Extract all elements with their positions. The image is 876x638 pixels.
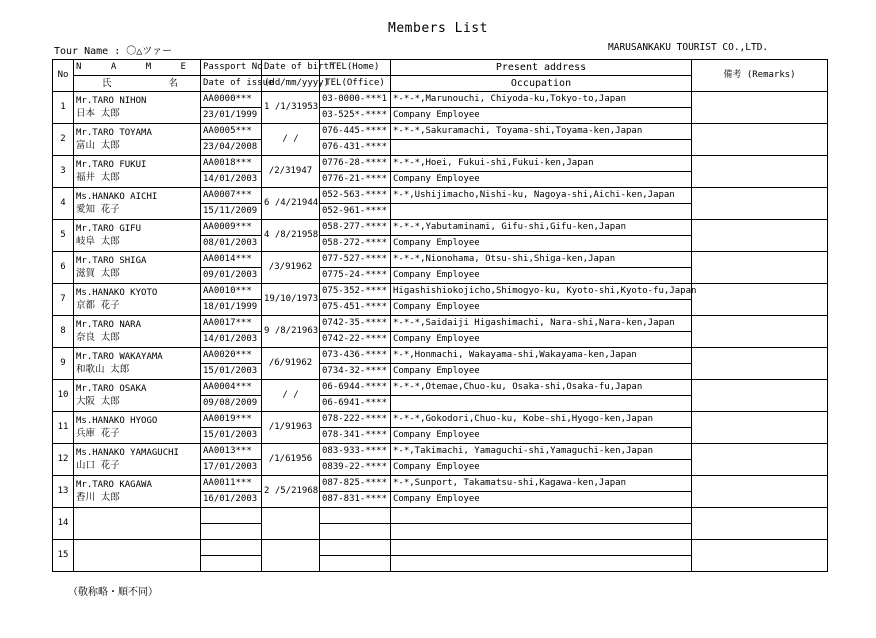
members-table	[52, 59, 828, 572]
member-address: *-*,Honmachi, Wakayama-shi,Wakayama-ken,Japan	[391, 348, 692, 364]
member-row	[53, 444, 828, 460]
member-no: 14	[53, 508, 74, 540]
member-remarks	[692, 540, 828, 572]
member-remarks	[692, 444, 828, 476]
member-tel-home: 077-527-****	[320, 252, 391, 268]
member-occupation	[391, 140, 692, 156]
company-name: MARUSANKAKU TOURIST CO.,LTD.	[608, 42, 769, 53]
member-remarks	[692, 220, 828, 252]
member-occupation: Company Employee	[391, 428, 692, 444]
member-tel-home: 0776-28-****	[320, 156, 391, 172]
member-address: *-*-*,Sakuramachi, Toyama-shi,Toyama-ken,Japan	[391, 124, 692, 140]
member-tel-home: 073-436-****	[320, 348, 391, 364]
member-dob: / /	[262, 380, 320, 412]
header-tel-home: TEL(Home)	[320, 60, 391, 76]
member-tel-home	[320, 508, 391, 524]
tour-name-label: Tour Name :	[54, 46, 121, 57]
member-dob: /3/91962	[262, 252, 320, 284]
member-tel-office: 0742-22-****	[320, 332, 391, 348]
header-date-of-issue: Date of issue	[201, 76, 262, 92]
member-passport	[201, 540, 262, 556]
member-tel-office	[320, 556, 391, 572]
member-address: *-*,Ushijimacho,Nishi-ku, Nagoya-shi,Aichi-ken,Japan	[391, 188, 692, 204]
member-occupation	[391, 396, 692, 412]
member-address: *-*-*,Hoei, Fukui-shi,Fukui-ken,Japan	[391, 156, 692, 172]
member-tel-home	[320, 540, 391, 556]
header-address: Present address	[391, 60, 692, 76]
member-address: *-*,Sunport, Takamatsu-shi,Kagawa-ken,Japan	[391, 476, 692, 492]
member-no: 3	[53, 156, 74, 188]
member-address: *-*-*,Saidaiji Higashimachi, Nara-shi,Nara-ken,Japan	[391, 316, 692, 332]
member-row	[53, 284, 828, 300]
member-name-en: Mr.TARO NARA	[76, 319, 142, 330]
member-remarks	[692, 348, 828, 380]
member-occupation: Company Employee	[391, 300, 692, 316]
member-name-jp: 日本 太郎	[76, 107, 120, 119]
member-name-en: Ms.HANAKO HYOGO	[76, 415, 158, 426]
member-dob: /2/31947	[262, 156, 320, 188]
member-tel-office: 052-961-****	[320, 204, 391, 220]
member-name-jp: 滋賀 太郎	[76, 267, 120, 279]
member-name	[74, 412, 201, 444]
member-dob: /1/91963	[262, 412, 320, 444]
member-remarks	[692, 156, 828, 188]
member-row	[53, 508, 828, 524]
member-name	[74, 124, 201, 156]
member-no: 11	[53, 412, 74, 444]
member-dob: /6/91962	[262, 348, 320, 380]
member-name	[74, 540, 201, 572]
member-name	[74, 252, 201, 284]
member-occupation: Company Employee	[391, 332, 692, 348]
member-passport: AA0005***	[201, 124, 262, 140]
member-passport: AA0014***	[201, 252, 262, 268]
member-no: 6	[53, 252, 74, 284]
tour-name	[54, 42, 172, 57]
member-dob: 9 /8/21963	[262, 316, 320, 348]
header-name-en: N A M E	[74, 60, 201, 76]
member-tel-office: 087-831-****	[320, 492, 391, 508]
member-occupation	[391, 524, 692, 540]
member-issue-date: 09/01/2003	[201, 268, 262, 284]
member-issue-date: 15/01/2003	[201, 364, 262, 380]
member-tel-office: 075-451-****	[320, 300, 391, 316]
member-name-jp: 香川 太郎	[76, 491, 120, 503]
member-occupation	[391, 556, 692, 572]
member-no: 13	[53, 476, 74, 508]
member-address: *-*-*,Gokodori,Chuo-ku, Kobe-shi,Hyogo-ken,Japan	[391, 412, 692, 428]
member-row	[53, 252, 828, 268]
member-occupation: Company Employee	[391, 364, 692, 380]
member-tel-office: 06-6941-****	[320, 396, 391, 412]
member-tel-home: 0742-35-****	[320, 316, 391, 332]
member-tel-office: 03-525*-****	[320, 108, 391, 124]
member-name-en: Ms.HANAKO YAMAGUCHI	[76, 447, 179, 458]
member-no: 9	[53, 348, 74, 380]
member-remarks	[692, 92, 828, 124]
member-name-jp: 富山 太郎	[76, 139, 120, 151]
member-name	[74, 316, 201, 348]
member-dob: 2 /5/21968	[262, 476, 320, 508]
member-tel-office: 058-272-****	[320, 236, 391, 252]
member-address: *-*-*,Marunouchi, Chiyoda-ku,Tokyo-to,Japan	[391, 92, 692, 108]
member-name-en: Ms.HANAKO AICHI	[76, 191, 158, 202]
member-remarks	[692, 284, 828, 316]
member-issue-date: 08/01/2003	[201, 236, 262, 252]
header-passport: Passport No	[201, 60, 262, 76]
member-dob: 6 /4/21944	[262, 188, 320, 220]
member-tel-home: 078-222-****	[320, 412, 391, 428]
member-remarks	[692, 124, 828, 156]
member-occupation: Company Employee	[391, 108, 692, 124]
member-address: *-*-*,Otemae,Chuo-ku, Osaka-shi,Osaka-fu,Japan	[391, 380, 692, 396]
member-dob: /1/61956	[262, 444, 320, 476]
member-row	[53, 92, 828, 108]
member-issue-date: 14/01/2003	[201, 172, 262, 188]
member-name-en: Mr.TARO WAKAYAMA	[76, 351, 163, 362]
member-name	[74, 156, 201, 188]
member-occupation	[391, 204, 692, 220]
member-remarks	[692, 188, 828, 220]
member-name	[74, 348, 201, 380]
member-name	[74, 220, 201, 252]
member-row	[53, 316, 828, 332]
member-name-en: Mr.TARO KAGAWA	[76, 479, 152, 490]
member-passport: AA0011***	[201, 476, 262, 492]
member-dob	[262, 508, 320, 540]
member-tel-office: 0776-21-****	[320, 172, 391, 188]
member-name-jp: 京都 花子	[76, 299, 120, 311]
member-name-jp: 和歌山 太郎	[76, 363, 130, 375]
member-tel-office: 0734-32-****	[320, 364, 391, 380]
header-no: No	[53, 60, 74, 92]
member-row	[53, 348, 828, 364]
member-issue-date: 18/01/1999	[201, 300, 262, 316]
member-passport: AA0000***	[201, 92, 262, 108]
member-issue-date	[201, 556, 262, 572]
member-tel-office: 078-341-****	[320, 428, 391, 444]
member-row	[53, 380, 828, 396]
member-name-jp: 奈良 太郎	[76, 331, 120, 343]
member-tel-home: 03-0000-***1	[320, 92, 391, 108]
member-dob: 1 /1/31953	[262, 92, 320, 124]
member-address: *-*,Takimachi, Yamaguchi-shi,Yamaguchi-ken,Japan	[391, 444, 692, 460]
member-tel-home: 083-933-****	[320, 444, 391, 460]
member-name	[74, 284, 201, 316]
member-remarks	[692, 476, 828, 508]
member-issue-date: 23/01/1999	[201, 108, 262, 124]
member-name-en: Ms.HANAKO KYOTO	[76, 287, 158, 298]
member-name-jp: 大阪 太郎	[76, 395, 120, 407]
member-tel-home: 052-563-****	[320, 188, 391, 204]
member-remarks	[692, 380, 828, 412]
member-name-jp: 愛知 花子	[76, 203, 120, 215]
header-name-jp-1: 氏	[102, 77, 112, 89]
member-name	[74, 444, 201, 476]
member-occupation: Company Employee	[391, 492, 692, 508]
member-name-en: Mr.TARO OSAKA	[76, 383, 147, 394]
member-issue-date: 14/01/2003	[201, 332, 262, 348]
member-name-en: Mr.TARO NIHON	[76, 95, 147, 106]
member-issue-date: 16/01/2003	[201, 492, 262, 508]
header-tel-office: TEL(Office)	[320, 76, 391, 92]
header-dob: Date of birth	[262, 60, 320, 76]
member-dob: 4 /8/21958	[262, 220, 320, 252]
member-remarks	[692, 412, 828, 444]
member-dob: 19/10/1973	[262, 284, 320, 316]
member-issue-date: 15/11/2009	[201, 204, 262, 220]
member-row	[53, 156, 828, 172]
member-address: Higashishiokojicho,Shimogyo-ku, Kyoto-shi,Kyoto-fu,Japan	[391, 284, 692, 300]
member-passport: AA0007***	[201, 188, 262, 204]
member-name	[74, 380, 201, 412]
member-remarks	[692, 252, 828, 284]
member-tel-home: 06-6944-****	[320, 380, 391, 396]
member-no: 12	[53, 444, 74, 476]
member-no: 7	[53, 284, 74, 316]
member-passport: AA0013***	[201, 444, 262, 460]
member-tel-home: 075-352-****	[320, 284, 391, 300]
member-row	[53, 412, 828, 428]
page-title: Members List	[388, 21, 488, 36]
member-tel-office	[320, 524, 391, 540]
member-remarks	[692, 316, 828, 348]
member-no: 1	[53, 92, 74, 124]
member-name-en: Mr.TARO GIFU	[76, 223, 142, 234]
member-name-jp: 兵庫 花子	[76, 427, 120, 439]
member-issue-date	[201, 524, 262, 540]
member-address	[391, 540, 692, 556]
member-name	[74, 476, 201, 508]
member-row	[53, 220, 828, 236]
member-remarks	[692, 508, 828, 540]
member-name-jp: 福井 太郎	[76, 171, 120, 183]
member-name	[74, 188, 201, 220]
member-tel-home: 058-277-****	[320, 220, 391, 236]
member-no: 2	[53, 124, 74, 156]
member-no: 15	[53, 540, 74, 572]
member-row	[53, 188, 828, 204]
member-issue-date: 23/04/2008	[201, 140, 262, 156]
member-no: 4	[53, 188, 74, 220]
member-row	[53, 124, 828, 140]
member-tel-office: 0775-24-****	[320, 268, 391, 284]
member-no: 5	[53, 220, 74, 252]
member-passport: AA0020***	[201, 348, 262, 364]
member-passport: AA0004***	[201, 380, 262, 396]
member-tel-office: 076-431-****	[320, 140, 391, 156]
member-address	[391, 508, 692, 524]
member-occupation: Company Employee	[391, 460, 692, 476]
member-name-jp: 岐阜 太郎	[76, 235, 120, 247]
member-row	[53, 476, 828, 492]
header-name-jp-2: 名	[168, 77, 178, 89]
member-name	[74, 508, 201, 540]
member-passport: AA0009***	[201, 220, 262, 236]
member-occupation: Company Employee	[391, 172, 692, 188]
member-occupation: Company Employee	[391, 236, 692, 252]
member-passport: AA0019***	[201, 412, 262, 428]
member-dob	[262, 540, 320, 572]
member-name	[74, 92, 201, 124]
member-name-en: Mr.TARO TOYAMA	[76, 127, 152, 138]
member-name-en: Mr.TARO SHIGA	[76, 255, 147, 266]
member-occupation: Company Employee	[391, 268, 692, 284]
member-issue-date: 17/01/2003	[201, 460, 262, 476]
header-dob-format: (dd/mm/yyyy)	[262, 76, 320, 92]
member-passport: AA0017***	[201, 316, 262, 332]
member-tel-office: 0839-22-****	[320, 460, 391, 476]
header-remarks: 備考 (Remarks)	[692, 60, 828, 92]
member-address: *-*-*,Yabutaminami, Gifu-shi,Gifu-ken,Japan	[391, 220, 692, 236]
member-tel-home: 076-445-****	[320, 124, 391, 140]
header-occupation: Occupation	[391, 76, 692, 92]
member-passport: AA0018***	[201, 156, 262, 172]
footer-note: （敬称略・順不同）	[68, 587, 158, 598]
tour-name-value: 〇△ツァー	[126, 46, 173, 57]
member-name-jp: 山口 花子	[76, 459, 120, 471]
member-no: 8	[53, 316, 74, 348]
member-issue-date: 09/08/2009	[201, 396, 262, 412]
member-passport	[201, 508, 262, 524]
member-no: 10	[53, 380, 74, 412]
member-passport: AA0010***	[201, 284, 262, 300]
member-name-en: Mr.TARO FUKUI	[76, 159, 147, 170]
member-tel-home: 087-825-****	[320, 476, 391, 492]
member-row	[53, 540, 828, 556]
member-dob: / /	[262, 124, 320, 156]
member-issue-date: 15/01/2003	[201, 428, 262, 444]
header-name-jp	[74, 76, 201, 92]
member-address: *-*-*,Nionohama, Otsu-shi,Shiga-ken,Japan	[391, 252, 692, 268]
